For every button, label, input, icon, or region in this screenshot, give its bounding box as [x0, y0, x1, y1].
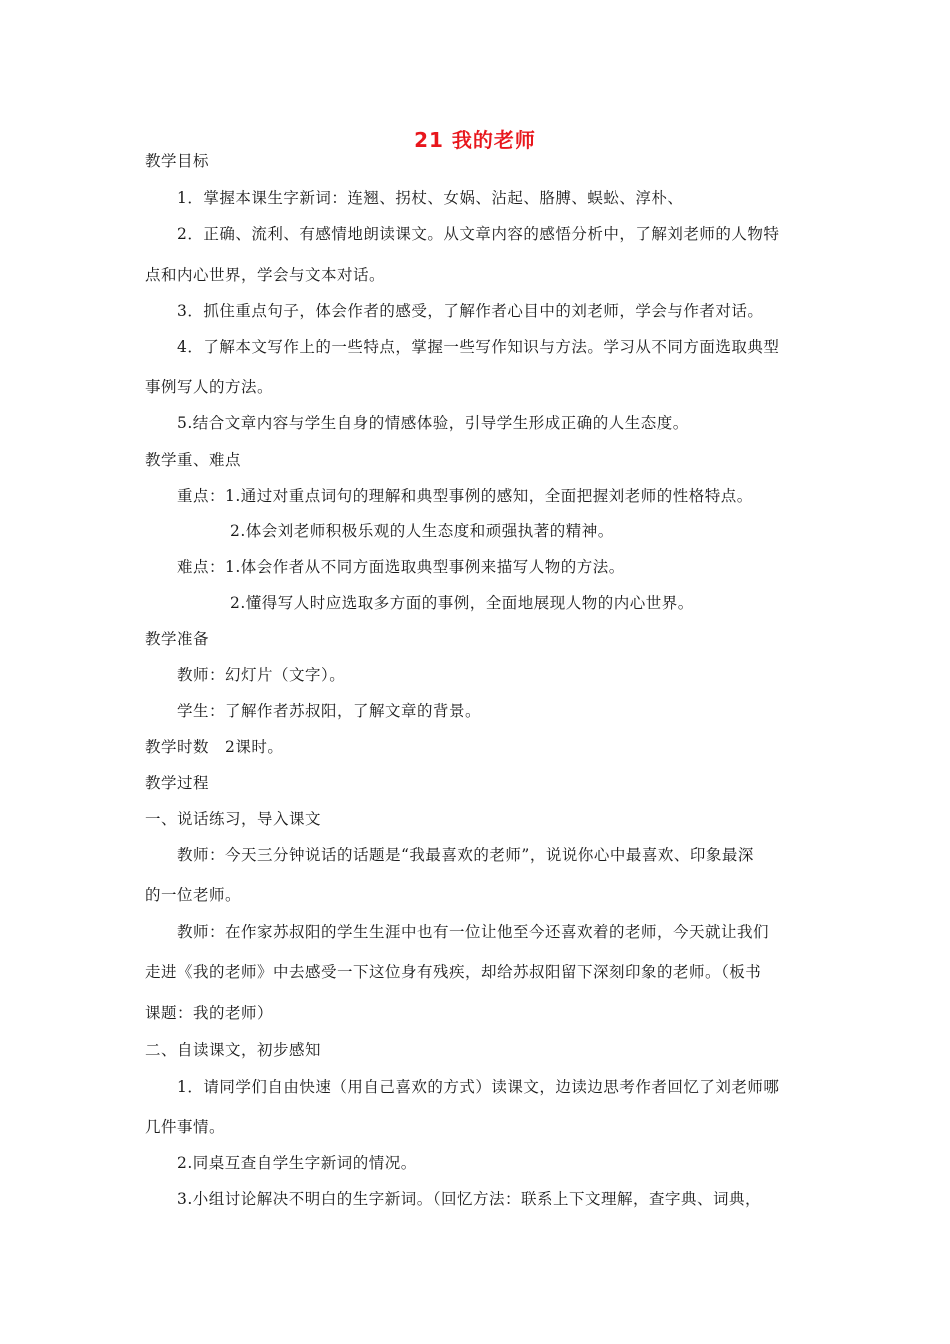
section-heading-hours: 教学时数 2课时。: [145, 738, 284, 756]
subsection-heading: 二、自读课文，初步感知: [145, 1041, 322, 1059]
paragraph-line: 1．请同学们自由快速（用自己喜欢的方式）读课文，边读边思考作者回忆了刘老师哪: [177, 1078, 780, 1096]
paragraph-line: 的一位老师。: [145, 886, 242, 904]
paragraph-line: 2.同桌互查自学生字新词的情况。: [177, 1154, 417, 1172]
section-heading-key-points: 教学重、难点: [145, 451, 242, 469]
paragraph-line: 走进《我的老师》中去感受一下这位身有残疾，却给苏叔阳留下深刻印象的老师。（板书: [145, 963, 762, 981]
paragraph-line: 5.结合文章内容与学生自身的情感体验，引导学生形成正确的人生态度。: [177, 414, 689, 432]
subsection-heading: 一、说话练习，导入课文: [145, 810, 322, 828]
paragraph-line: 教师：今天三分钟说话的话题是“我最喜欢的老师”，说说你心中最喜欢、印象最深: [177, 846, 754, 864]
paragraph-line: 1．掌握本课生字新词：连翘、拐杖、女娲、沾起、胳膊、蜈蚣、淳朴、: [177, 189, 684, 207]
paragraph-line: 4．了解本文写作上的一些特点，掌握一些写作知识与方法。学习从不同方面选取典型: [177, 338, 780, 356]
paragraph-line: 重点：1.通过对重点词句的理解和典型事例的感知，全面把握刘老师的性格特点。: [177, 487, 753, 505]
paragraph-line: 事例写人的方法。: [145, 378, 274, 396]
paragraph-line: 难点：1.体会作者从不同方面选取典型事例来描写人物的方法。: [177, 558, 625, 576]
document-title: 21 我的老师: [414, 128, 536, 152]
paragraph-line: 教师：在作家苏叔阳的学生生涯中也有一位让他至今还喜欢着的老师，今天就让我们: [177, 923, 770, 941]
paragraph-line: 3．抓住重点句子，体会作者的感受，了解作者心目中的刘老师，学会与作者对话。: [177, 302, 764, 320]
paragraph-line: 2.懂得写人时应选取多方面的事例，全面地展现人物的内心世界。: [230, 594, 694, 612]
paragraph-line: 3.小组讨论解决不明白的生字新词。（回忆方法：联系上下文理解，查字典、词典，: [177, 1190, 762, 1208]
paragraph-line: 几件事情。: [145, 1118, 226, 1136]
section-heading-process: 教学过程: [145, 774, 210, 792]
section-heading-objectives: 教学目标: [145, 152, 210, 170]
paragraph-line: 2.体会刘老师积极乐观的人生态度和顽强执著的精神。: [230, 522, 614, 540]
paragraph-line: 点和内心世界，学会与文本对话。: [145, 266, 386, 284]
paragraph-line: 课题：我的老师）: [145, 1004, 274, 1022]
paragraph-line: 2．正确、流利、有感情地朗读课文。从文章内容的感悟分析中，了解刘老师的人物特: [177, 225, 780, 243]
paragraph-line: 教师：幻灯片（文字）。: [177, 666, 346, 684]
paragraph-line: 学生：了解作者苏叔阳，了解文章的背景。: [177, 702, 482, 720]
section-heading-preparation: 教学准备: [145, 630, 210, 648]
